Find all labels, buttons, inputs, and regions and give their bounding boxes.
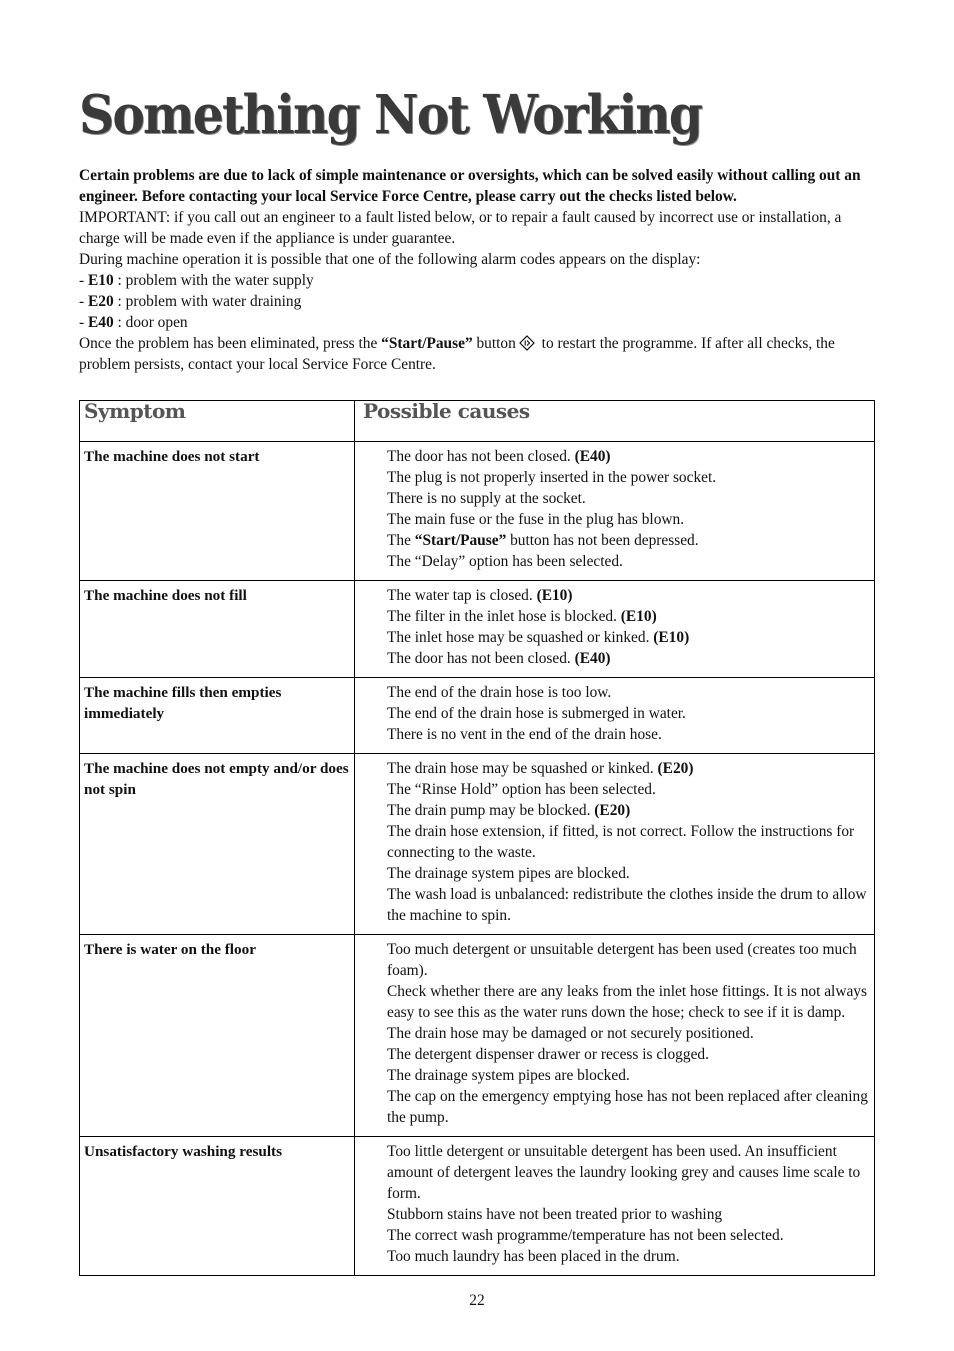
cause-text: The plug is not properly inserted in the power socket. xyxy=(387,469,717,486)
alarm-code-list xyxy=(79,270,869,333)
symptom-cell: Unsatisfactory washing results xyxy=(80,1137,355,1276)
cause-text: The wash load is unbalanced: redistribute the clothes inside the drum to allow the machine to spin. xyxy=(387,886,867,924)
cause-text: There is no vent in the end of the drain hose. xyxy=(387,726,662,743)
cause-item xyxy=(387,509,868,530)
cause-item xyxy=(387,821,868,863)
cause-item xyxy=(387,488,868,509)
cause-text: The detergent dispenser drawer or recess is clogged. xyxy=(387,1046,709,1063)
cause-text: The drainage system pipes are blocked. xyxy=(387,865,630,882)
alarm-intro-paragraph: During machine operation it is possible that one of the following alarm codes appears on the display: xyxy=(79,251,701,268)
cause-item xyxy=(387,1044,868,1065)
cause-item xyxy=(387,779,868,800)
cause-text: button has not been depressed. xyxy=(506,532,699,549)
symptom-cell: The machine does not start xyxy=(80,442,355,581)
cause-text: The door has not been closed. xyxy=(387,448,575,465)
symptom-cell: The machine does not empty and/or does not spin xyxy=(80,754,355,935)
cause-item xyxy=(387,1141,868,1204)
error-code: (E20) xyxy=(594,802,631,819)
start-pause-diamond-icon xyxy=(519,335,535,351)
cause-item xyxy=(387,1204,868,1225)
cause-item xyxy=(387,682,868,703)
cause-text: The door has not been closed. xyxy=(387,650,575,667)
cause-text: The filter in the inlet hose is blocked. xyxy=(387,608,621,625)
cause-item xyxy=(387,585,868,606)
cause-item xyxy=(387,1246,868,1267)
cause-item xyxy=(387,1225,868,1246)
cause-text: The drainage system pipes are blocked. xyxy=(387,1067,630,1084)
cause-text: The drain pump may be blocked. xyxy=(387,802,595,819)
cause-text: The main fuse or the fuse in the plug has blown. xyxy=(387,511,685,528)
cause-item xyxy=(387,551,868,572)
page-number: 22 xyxy=(469,1292,485,1309)
error-code: (E20) xyxy=(657,760,694,777)
error-code: (E10) xyxy=(620,608,657,625)
possible-causes-column-header: Possible causes xyxy=(355,401,875,442)
cause-item xyxy=(387,1086,868,1128)
important-paragraph: IMPORTANT: if you call out an engineer to a fault listed below, or to repair a fault caused by incorrect use or installation, a charge will be made even if the appliance is under guarantee. xyxy=(79,209,842,247)
cause-item xyxy=(387,863,868,884)
restart-paragraph: Once the problem has been eliminated, press the “Start/Pause” button to restart the programme. If after all checks, the problem persists, contact your local Service Force Centre. xyxy=(79,335,835,373)
cause-text: The end of the drain hose is too low. xyxy=(387,684,612,701)
intro-section xyxy=(79,165,869,375)
list-dash: - xyxy=(79,293,85,310)
alarm-code: E40 xyxy=(88,314,114,331)
alarm-code: E20 xyxy=(88,293,114,310)
cause-item xyxy=(387,884,868,926)
alarm-code-description: : problem with the water supply xyxy=(113,272,314,289)
cause-text: Too little detergent or unsuitable detergent has been used. An insufficient amount of detergent leaves the laundry looking grey and causes lime scale to form. xyxy=(387,1143,861,1202)
cause-item xyxy=(387,724,868,745)
cause-item xyxy=(387,446,868,467)
alarm-code-item xyxy=(79,312,869,333)
list-dash: - xyxy=(79,272,85,289)
symptom-cell: There is water on the floor xyxy=(80,935,355,1137)
cause-item xyxy=(387,530,868,551)
alarm-code-description: : door open xyxy=(113,314,188,331)
causes-cell xyxy=(355,581,875,678)
error-code: (E10) xyxy=(536,587,573,604)
list-dash: - xyxy=(79,314,85,331)
cause-text: The water tap is closed. xyxy=(387,587,537,604)
cause-text: Check whether there are any leaks from the inlet hose fittings. It is not always easy to see this as the water runs down the hose; check to see if it is damp. xyxy=(387,983,867,1021)
cause-item xyxy=(387,1023,868,1044)
cause-item xyxy=(387,627,868,648)
table-row xyxy=(80,678,875,754)
cause-text: The “Delay” option has been selected. xyxy=(387,553,623,570)
causes-cell xyxy=(355,935,875,1137)
alarm-code-item xyxy=(79,291,869,312)
symptom-cell: The machine does not fill xyxy=(80,581,355,678)
cause-item xyxy=(387,800,868,821)
page-title: Something Not Working xyxy=(79,84,702,146)
cause-item xyxy=(387,606,868,627)
table-header-row xyxy=(80,401,875,442)
cause-text: The drain hose may be damaged or not securely positioned. xyxy=(387,1025,754,1042)
cause-text: The end of the drain hose is submerged in water. xyxy=(387,705,686,722)
table-body xyxy=(80,442,875,1276)
alarm-code-description: : problem with water draining xyxy=(113,293,302,310)
cause-text: There is no supply at the socket. xyxy=(387,490,586,507)
cause-text: The cap on the emergency emptying hose has not been replaced after cleaning the pump. xyxy=(387,1088,868,1126)
intro-bold-paragraph: Certain problems are due to lack of simple maintenance or oversights, which can be solved easily without calling out an engineer. Before contacting your local Service Force Centre, please carry out the checks listed below. xyxy=(79,167,861,205)
error-code: (E40) xyxy=(574,448,611,465)
alarm-code-item xyxy=(79,270,869,291)
cause-text: The xyxy=(387,532,415,549)
symptom-column-header: Symptom xyxy=(80,401,355,442)
cause-item xyxy=(387,981,868,1023)
cause-text: The correct wash programme/temperature has not been selected. xyxy=(387,1227,784,1244)
cause-item xyxy=(387,648,868,669)
cause-button-name: “Start/Pause” xyxy=(414,532,507,549)
error-code: (E10) xyxy=(653,629,690,646)
error-code: (E40) xyxy=(574,650,611,667)
cause-text: The “Rinse Hold” option has been selected. xyxy=(387,781,656,798)
table-row xyxy=(80,935,875,1137)
table-row xyxy=(80,754,875,935)
cause-item xyxy=(387,1065,868,1086)
troubleshooting-table xyxy=(79,400,875,1276)
cause-text: Too much laundry has been placed in the drum. xyxy=(387,1248,680,1265)
table-row xyxy=(80,581,875,678)
cause-item xyxy=(387,703,868,724)
cause-text: Stubborn stains have not been treated prior to washing xyxy=(387,1206,723,1223)
cause-item xyxy=(387,939,868,981)
cause-text: Too much detergent or unsuitable detergent has been used (creates too much foam). xyxy=(387,941,857,979)
causes-cell xyxy=(355,678,875,754)
table-row xyxy=(80,442,875,581)
causes-cell xyxy=(355,1137,875,1276)
causes-cell xyxy=(355,754,875,935)
alarm-code: E10 xyxy=(88,272,114,289)
table-row xyxy=(80,1137,875,1276)
cause-item xyxy=(387,758,868,779)
cause-text: The drain hose extension, if fitted, is not correct. Follow the instructions for connecting to the waste. xyxy=(387,823,855,861)
causes-cell xyxy=(355,442,875,581)
symptom-cell: The machine fills then empties immediately xyxy=(80,678,355,754)
cause-text: The inlet hose may be squashed or kinked. xyxy=(387,629,654,646)
cause-text: The drain hose may be squashed or kinked. xyxy=(387,760,658,777)
cause-item xyxy=(387,467,868,488)
